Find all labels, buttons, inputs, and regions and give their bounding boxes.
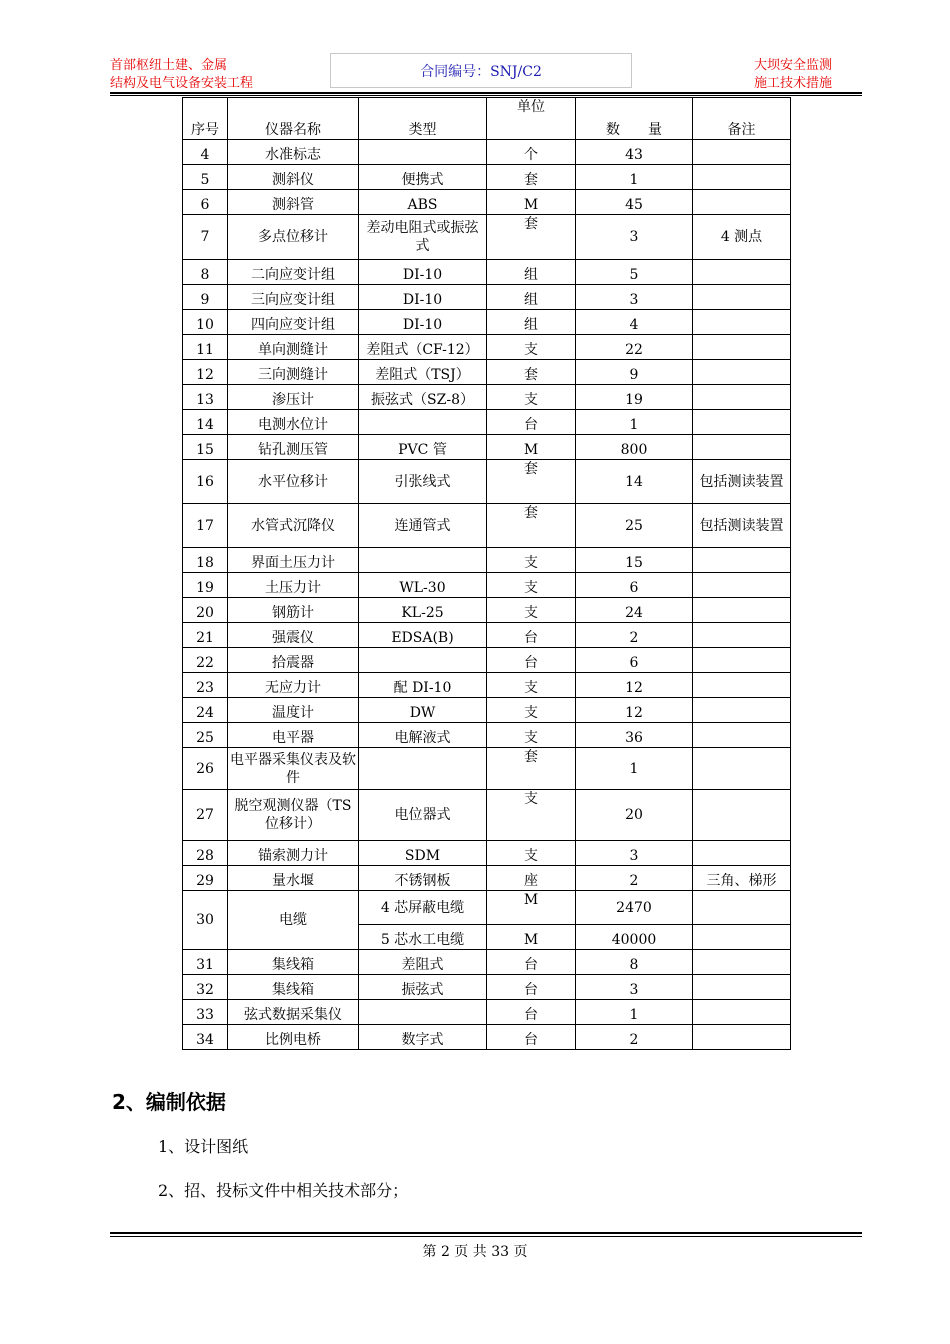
cell-qty: 14 xyxy=(576,460,693,504)
table-row xyxy=(183,866,791,891)
cell-unit: 支 xyxy=(487,385,576,410)
column-header: 序号 xyxy=(183,98,228,140)
cell-no: 18 xyxy=(183,548,228,573)
table-row xyxy=(183,335,791,360)
cell-unit: 台 xyxy=(487,950,576,975)
cell-qty: 2 xyxy=(576,623,693,648)
cell-qty: 24 xyxy=(576,598,693,623)
cell-no: 16 xyxy=(183,460,228,504)
cell-no: 29 xyxy=(183,866,228,891)
cell-note: 4 测点 xyxy=(693,215,791,260)
cell-no: 10 xyxy=(183,310,228,335)
table-row xyxy=(183,190,791,215)
cell-note xyxy=(693,310,791,335)
cell-no: 17 xyxy=(183,504,228,548)
cell-note xyxy=(693,723,791,748)
cell-type: 差动电阻式或振弦式 xyxy=(359,215,487,260)
table-row xyxy=(183,573,791,598)
table-row xyxy=(183,215,791,260)
cell-unit: M xyxy=(487,435,576,460)
cell-qty: 6 xyxy=(576,648,693,673)
cell-qty: 3 xyxy=(576,215,693,260)
cell-no: 30 xyxy=(183,891,228,950)
table-row xyxy=(183,975,791,1000)
table-row xyxy=(183,548,791,573)
cell-no: 33 xyxy=(183,1000,228,1025)
cell-note xyxy=(693,360,791,385)
cell-note xyxy=(693,950,791,975)
cell-name: 电缆 xyxy=(228,891,359,950)
cell-qty: 8 xyxy=(576,950,693,975)
cell-no: 23 xyxy=(183,673,228,698)
cell-no: 32 xyxy=(183,975,228,1000)
cell-unit: 台 xyxy=(487,1000,576,1025)
cell-note xyxy=(693,1000,791,1025)
header-left-line-1: 首部枢纽土建、金属 xyxy=(110,58,228,73)
cell-no: 21 xyxy=(183,623,228,648)
header-rule-thin xyxy=(110,95,862,96)
cell-note xyxy=(693,891,791,925)
cell-name: 水平位移计 xyxy=(228,460,359,504)
cell-name: 三向测缝计 xyxy=(228,360,359,385)
cell-name: 二向应变计组 xyxy=(228,260,359,285)
cell-note xyxy=(693,790,791,841)
cell-qty: 2 xyxy=(576,866,693,891)
cell-no: 13 xyxy=(183,385,228,410)
cell-unit: M xyxy=(487,925,576,950)
table-row xyxy=(183,648,791,673)
cell-note xyxy=(693,165,791,190)
table-row xyxy=(183,698,791,723)
cell-type: EDSA(B) xyxy=(359,623,487,648)
cell-unit: M xyxy=(487,891,576,925)
cell-type: DI-10 xyxy=(359,260,487,285)
footer-rule-thin xyxy=(110,1236,862,1237)
cell-name: 测斜仪 xyxy=(228,165,359,190)
column-header: 仪器名称 xyxy=(228,98,359,140)
cell-qty: 3 xyxy=(576,841,693,866)
cell-no: 7 xyxy=(183,215,228,260)
cell-type: 引张线式 xyxy=(359,460,487,504)
cell-qty: 19 xyxy=(576,385,693,410)
cell-name: 拾震器 xyxy=(228,648,359,673)
cell-type: 5 芯水工电缆 xyxy=(359,925,487,950)
cell-unit: 支 xyxy=(487,673,576,698)
cell-type: 振弦式 xyxy=(359,975,487,1000)
cell-type: WL-30 xyxy=(359,573,487,598)
cell-name: 测斜管 xyxy=(228,190,359,215)
cell-note xyxy=(693,285,791,310)
cell-qty: 1 xyxy=(576,748,693,790)
cell-type xyxy=(359,410,487,435)
cell-type: 差阻式（TSJ） xyxy=(359,360,487,385)
cell-unit: 套 xyxy=(487,748,576,790)
cell-note xyxy=(693,385,791,410)
cell-unit: 套 xyxy=(487,165,576,190)
cell-name: 锚索测力计 xyxy=(228,841,359,866)
table-row xyxy=(183,891,791,925)
cell-name: 四向应变计组 xyxy=(228,310,359,335)
cell-note xyxy=(693,925,791,950)
cell-name: 渗压计 xyxy=(228,385,359,410)
cell-qty: 2470 xyxy=(576,891,693,925)
cell-name: 无应力计 xyxy=(228,673,359,698)
table-row xyxy=(183,410,791,435)
cell-qty: 36 xyxy=(576,723,693,748)
cell-qty: 45 xyxy=(576,190,693,215)
cell-qty: 20 xyxy=(576,790,693,841)
cell-type: 便携式 xyxy=(359,165,487,190)
cell-unit: 支 xyxy=(487,598,576,623)
cell-type xyxy=(359,1000,487,1025)
cell-name: 集线箱 xyxy=(228,950,359,975)
cell-note xyxy=(693,598,791,623)
cell-qty: 1 xyxy=(576,165,693,190)
cell-type xyxy=(359,140,487,165)
table-row xyxy=(183,360,791,385)
cell-note xyxy=(693,748,791,790)
cell-name: 水管式沉降仪 xyxy=(228,504,359,548)
header-right-line-2: 施工技术措施 xyxy=(753,76,832,91)
cell-unit: 支 xyxy=(487,841,576,866)
cell-qty: 40000 xyxy=(576,925,693,950)
cell-qty: 1 xyxy=(576,410,693,435)
cell-unit: 支 xyxy=(487,573,576,598)
cell-name: 电平器 xyxy=(228,723,359,748)
cell-name: 钢筋计 xyxy=(228,598,359,623)
cell-type: KL-25 xyxy=(359,598,487,623)
cell-no: 5 xyxy=(183,165,228,190)
cell-no: 15 xyxy=(183,435,228,460)
section-heading: 2、编制依据 xyxy=(112,1090,226,1114)
table-row xyxy=(183,841,791,866)
table-row xyxy=(183,1000,791,1025)
cell-note xyxy=(693,140,791,165)
basis-item: 1、设计图纸 xyxy=(158,1137,249,1156)
cell-no: 34 xyxy=(183,1025,228,1050)
table-row xyxy=(183,623,791,648)
cell-type: PVC 管 xyxy=(359,435,487,460)
cell-no: 27 xyxy=(183,790,228,841)
cell-note xyxy=(693,335,791,360)
cell-no: 11 xyxy=(183,335,228,360)
cell-name: 量水堰 xyxy=(228,866,359,891)
cell-qty: 9 xyxy=(576,360,693,385)
cell-qty: 3 xyxy=(576,285,693,310)
cell-unit: 台 xyxy=(487,648,576,673)
cell-note xyxy=(693,548,791,573)
cell-type xyxy=(359,548,487,573)
cell-type: DI-10 xyxy=(359,310,487,335)
cell-name: 弦式数据采集仪 xyxy=(228,1000,359,1025)
cell-unit: M xyxy=(487,190,576,215)
instrument-table xyxy=(182,97,791,1050)
cell-qty: 2 xyxy=(576,1025,693,1050)
cell-no: 4 xyxy=(183,140,228,165)
cell-note xyxy=(693,648,791,673)
cell-name: 电测水位计 xyxy=(228,410,359,435)
cell-qty: 12 xyxy=(576,698,693,723)
page-number: 第 2 页 共 33 页 xyxy=(422,1244,528,1260)
cell-type: 数字式 xyxy=(359,1025,487,1050)
cell-no: 6 xyxy=(183,190,228,215)
cell-note xyxy=(693,841,791,866)
cell-unit: 支 xyxy=(487,723,576,748)
cell-qty: 3 xyxy=(576,975,693,1000)
table-row xyxy=(183,385,791,410)
cell-no: 26 xyxy=(183,748,228,790)
cell-unit: 套 xyxy=(487,360,576,385)
cell-note xyxy=(693,673,791,698)
cell-type: 连通管式 xyxy=(359,504,487,548)
header-project-name xyxy=(110,57,310,93)
cell-no: 20 xyxy=(183,598,228,623)
cell-note xyxy=(693,975,791,1000)
cell-unit: 座 xyxy=(487,866,576,891)
cell-unit: 组 xyxy=(487,285,576,310)
cell-unit: 支 xyxy=(487,548,576,573)
cell-qty: 25 xyxy=(576,504,693,548)
cell-unit: 台 xyxy=(487,975,576,1000)
table-row xyxy=(183,504,791,548)
column-header: 备注 xyxy=(693,98,791,140)
cell-note xyxy=(693,260,791,285)
cell-no: 9 xyxy=(183,285,228,310)
cell-no: 8 xyxy=(183,260,228,285)
cell-qty: 12 xyxy=(576,673,693,698)
cell-no: 22 xyxy=(183,648,228,673)
table-row xyxy=(183,790,791,841)
cell-unit: 支 xyxy=(487,790,576,841)
cell-no: 19 xyxy=(183,573,228,598)
cell-type: 4 芯屏蔽电缆 xyxy=(359,891,487,925)
cell-note: 包括测读装置 xyxy=(693,460,791,504)
header-left-line-2: 结构及电气设备安装工程 xyxy=(110,76,254,91)
cell-type: 配 DI-10 xyxy=(359,673,487,698)
column-header: 类型 xyxy=(359,98,487,140)
cell-unit: 套 xyxy=(487,215,576,260)
cell-type: 振弦式（SZ-8） xyxy=(359,385,487,410)
cell-qty: 5 xyxy=(576,260,693,285)
table-row xyxy=(183,310,791,335)
cell-name: 界面土压力计 xyxy=(228,548,359,573)
cell-type: ABS xyxy=(359,190,487,215)
cell-name: 强震仪 xyxy=(228,623,359,648)
header-document-title xyxy=(754,57,832,93)
cell-unit: 台 xyxy=(487,623,576,648)
cell-type: 差阻式 xyxy=(359,950,487,975)
cell-name: 比例电桥 xyxy=(228,1025,359,1050)
column-header: 单位 xyxy=(487,98,576,140)
footer-rule xyxy=(110,1232,862,1234)
header-rule xyxy=(110,92,862,94)
cell-note xyxy=(693,623,791,648)
cell-type: 差阻式（CF-12） xyxy=(359,335,487,360)
cell-note: 三角、梯形 xyxy=(693,866,791,891)
cell-no: 24 xyxy=(183,698,228,723)
cell-unit: 组 xyxy=(487,310,576,335)
cell-qty: 4 xyxy=(576,310,693,335)
basis-item: 2、招、投标文件中相关技术部分； xyxy=(158,1181,409,1200)
cell-no: 31 xyxy=(183,950,228,975)
cell-note xyxy=(693,698,791,723)
cell-no: 12 xyxy=(183,360,228,385)
header-right-line-1: 大坝安全监测 xyxy=(753,58,832,73)
table-row xyxy=(183,1025,791,1050)
cell-no: 14 xyxy=(183,410,228,435)
cell-no: 25 xyxy=(183,723,228,748)
table-row xyxy=(183,260,791,285)
cell-qty: 6 xyxy=(576,573,693,598)
cell-name: 多点位移计 xyxy=(228,215,359,260)
table-row xyxy=(183,950,791,975)
table-row xyxy=(183,435,791,460)
cell-name: 脱空观测仪器（TS 位移计） xyxy=(228,790,359,841)
column-header: 数 量 xyxy=(576,98,693,140)
cell-note xyxy=(693,573,791,598)
cell-note xyxy=(693,410,791,435)
cell-name: 温度计 xyxy=(228,698,359,723)
table-row xyxy=(183,598,791,623)
cell-unit: 组 xyxy=(487,260,576,285)
cell-name: 电平器采集仪表及软件 xyxy=(228,748,359,790)
table-header-row xyxy=(183,98,791,140)
cell-qty: 22 xyxy=(576,335,693,360)
table-row xyxy=(183,140,791,165)
contract-number: 合同编号：SNJ/C2 xyxy=(330,53,632,88)
table-row xyxy=(183,748,791,790)
cell-unit: 支 xyxy=(487,335,576,360)
cell-note: 包括测读装置 xyxy=(693,504,791,548)
cell-qty: 43 xyxy=(576,140,693,165)
table-row xyxy=(183,165,791,190)
cell-qty: 15 xyxy=(576,548,693,573)
cell-note xyxy=(693,435,791,460)
cell-name: 水准标志 xyxy=(228,140,359,165)
cell-type: SDM xyxy=(359,841,487,866)
cell-unit: 台 xyxy=(487,410,576,435)
cell-type: 电解液式 xyxy=(359,723,487,748)
cell-no: 28 xyxy=(183,841,228,866)
table-row xyxy=(183,285,791,310)
cell-unit: 台 xyxy=(487,1025,576,1050)
cell-unit: 套 xyxy=(487,460,576,504)
cell-type: DW xyxy=(359,698,487,723)
table-row xyxy=(183,460,791,504)
cell-type: 不锈钢板 xyxy=(359,866,487,891)
cell-name: 土压力计 xyxy=(228,573,359,598)
cell-name: 单向测缝计 xyxy=(228,335,359,360)
cell-unit: 个 xyxy=(487,140,576,165)
cell-unit: 套 xyxy=(487,504,576,548)
cell-type xyxy=(359,648,487,673)
table-row xyxy=(183,673,791,698)
cell-name: 三向应变计组 xyxy=(228,285,359,310)
cell-note xyxy=(693,1025,791,1050)
cell-name: 钻孔测压管 xyxy=(228,435,359,460)
cell-qty: 800 xyxy=(576,435,693,460)
cell-note xyxy=(693,190,791,215)
cell-unit: 支 xyxy=(487,698,576,723)
cell-type: DI-10 xyxy=(359,285,487,310)
cell-name: 集线箱 xyxy=(228,975,359,1000)
cell-type xyxy=(359,748,487,790)
cell-qty: 1 xyxy=(576,1000,693,1025)
cell-type: 电位器式 xyxy=(359,790,487,841)
table-row xyxy=(183,723,791,748)
